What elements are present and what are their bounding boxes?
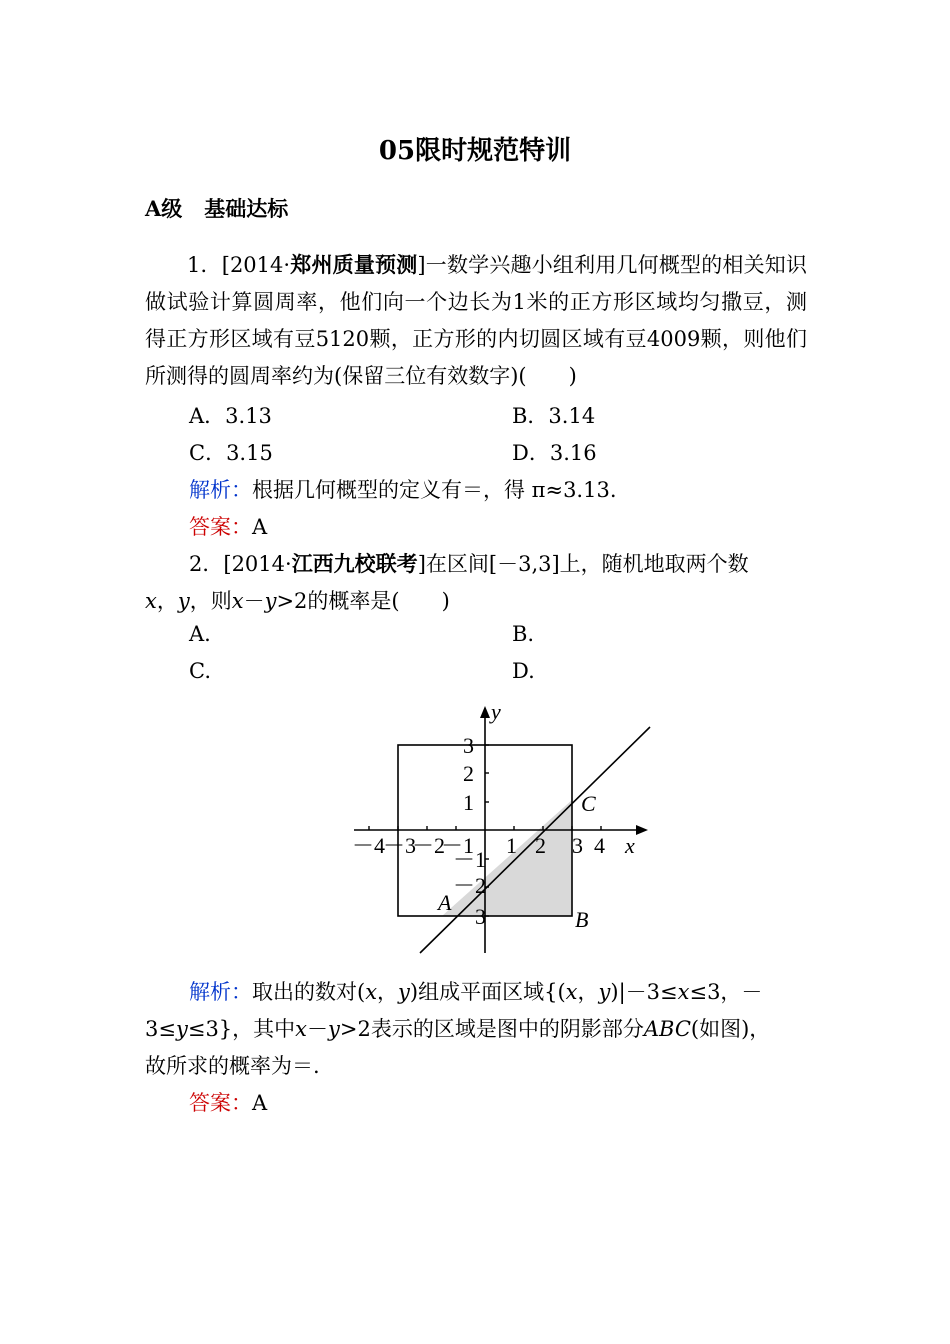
q2-analysis-text: >2表示的区域是图中的阴影部分 <box>339 1017 644 1041</box>
q2-analysis-text: )组成平面区域{( <box>409 980 566 1004</box>
page-title: 05限时规范特训 <box>378 136 572 166</box>
x-tick-label: －3 <box>383 833 417 858</box>
section-name: 基础达标 <box>204 196 289 221</box>
q1-source-open: [2014· <box>221 253 291 277</box>
q2-analysis-text: )|－3≤ <box>610 980 678 1004</box>
q2-var-x: x <box>145 589 157 613</box>
y-tick-label: 3 <box>463 733 474 758</box>
q2-source-open: [2014· <box>223 552 292 576</box>
y-tick-label: －2 <box>453 873 487 898</box>
q1-text: 一数学兴趣小组利用几何概型的相关知识做试验计算圆周率，他们向一个边长为1米的正方形区域均匀撒豆，测得正方形区域有豆5120颗，正方形的内切圆区域有豆4009颗，则他们所测得的圆周率约为(保留三位有效数字)( ) <box>145 253 807 388</box>
q2-analysis-text: ≤3，－ <box>689 980 763 1004</box>
x-tick-label: －1 <box>441 833 475 858</box>
q2-source-close: ] <box>417 552 426 576</box>
q1-number: 1． <box>187 253 222 277</box>
q2-analysis-text: ， <box>377 980 399 1004</box>
q1-answer-value: A <box>252 515 268 539</box>
q2-cond-rest: >2的概率是( ) <box>276 589 450 613</box>
q2-option-a: A. <box>189 622 211 646</box>
x-axis-arrow-icon <box>636 825 648 835</box>
q1-answer-label: 答案： <box>189 515 252 539</box>
q2-analysis-var: x <box>565 980 578 1004</box>
point-a-label: A <box>438 890 452 915</box>
y-tick-label: －1 <box>453 847 487 872</box>
q2-option-c: C. <box>189 659 211 683</box>
point-c-label: C <box>581 791 596 816</box>
section-level: A级 <box>145 196 183 221</box>
x-tick-label: －4 <box>352 833 386 858</box>
q2-option-b: B. <box>512 622 535 646</box>
y-tick-label: －3 <box>453 904 487 929</box>
y-axis-arrow-icon <box>480 706 490 718</box>
q2-analysis-text: ≤3}，其中 <box>187 1017 296 1041</box>
q2-var-y: y <box>177 589 190 613</box>
y-tick-label: 2 <box>463 761 474 786</box>
q2-analysis-text: (如图)， <box>690 1017 771 1041</box>
x-tick-label: －2 <box>412 833 446 858</box>
x-tick-label: 2 <box>535 833 546 858</box>
q2-analysis-label: 解析： <box>189 980 252 1004</box>
q2-analysis-line-1 <box>189 976 762 1006</box>
q2-analysis-line-2 <box>145 1013 770 1043</box>
q1-analysis <box>189 474 617 504</box>
q2-analysis-var: y <box>328 1017 340 1041</box>
q2-comma: ， <box>156 589 178 613</box>
q1-analysis-label: 解析： <box>189 478 252 502</box>
q2-answer-value: A <box>252 1091 268 1115</box>
q2-cond-minus: － <box>243 589 265 613</box>
q2-number: 2． <box>189 552 224 576</box>
x-tick-label: 4 <box>594 833 605 858</box>
q2-answer <box>189 1087 267 1117</box>
question-2-line-2 <box>145 585 450 615</box>
q2-analysis-text: 3≤ <box>145 1017 176 1041</box>
q2-analysis-var: y <box>398 980 410 1004</box>
x-axis-label: x <box>625 833 635 858</box>
q2-cond-x: x <box>231 589 244 613</box>
q1-option-d: D．3.16 <box>512 441 597 465</box>
question-1 <box>145 246 807 395</box>
q2-analysis-text: － <box>307 1017 329 1041</box>
q2-text-line2: ，则 <box>189 589 232 613</box>
q2-analysis-var: y <box>598 980 611 1004</box>
q2-text-line1: 在区间[－3,3]上，随机地取两个数 <box>425 552 749 576</box>
point-b-label: B <box>575 907 589 932</box>
q2-analysis-var: y <box>175 1017 188 1041</box>
q2-analysis-var: ABC <box>643 1017 691 1041</box>
q1-option-c: C．3.15 <box>189 441 273 465</box>
q2-source-name: 江西九校联考 <box>291 551 418 576</box>
q1-answer <box>189 511 267 541</box>
q2-analysis-line-3: 故所求的概率为＝. <box>145 1054 320 1078</box>
q1-option-a: A．3.13 <box>189 404 272 428</box>
y-axis-label: y <box>491 699 501 724</box>
q2-option-d: D. <box>512 659 535 683</box>
q2-analysis-text: 取出的数对( <box>252 980 366 1004</box>
question-2-line-1 <box>189 548 749 578</box>
q2-analysis-text: ， <box>577 980 599 1004</box>
q2-cond-y: y <box>264 589 277 613</box>
q2-analysis-var: x <box>677 980 690 1004</box>
x-tick-label: 1 <box>506 833 517 858</box>
q1-source-name: 郑州质量预测 <box>290 252 418 277</box>
section-heading <box>145 193 288 223</box>
x-tick-label: 3 <box>572 833 583 858</box>
q1-analysis-text: 根据几何概型的定义有＝，得 π≈3.13. <box>252 478 617 502</box>
y-tick-label: 1 <box>463 790 474 815</box>
q2-analysis-var: x <box>295 1017 308 1041</box>
q1-source-close: ] <box>417 253 426 277</box>
q2-analysis-var: x <box>365 980 378 1004</box>
q1-option-b: B．3.14 <box>512 404 596 428</box>
q2-answer-label: 答案： <box>189 1091 252 1115</box>
coordinate-figure <box>340 695 660 960</box>
